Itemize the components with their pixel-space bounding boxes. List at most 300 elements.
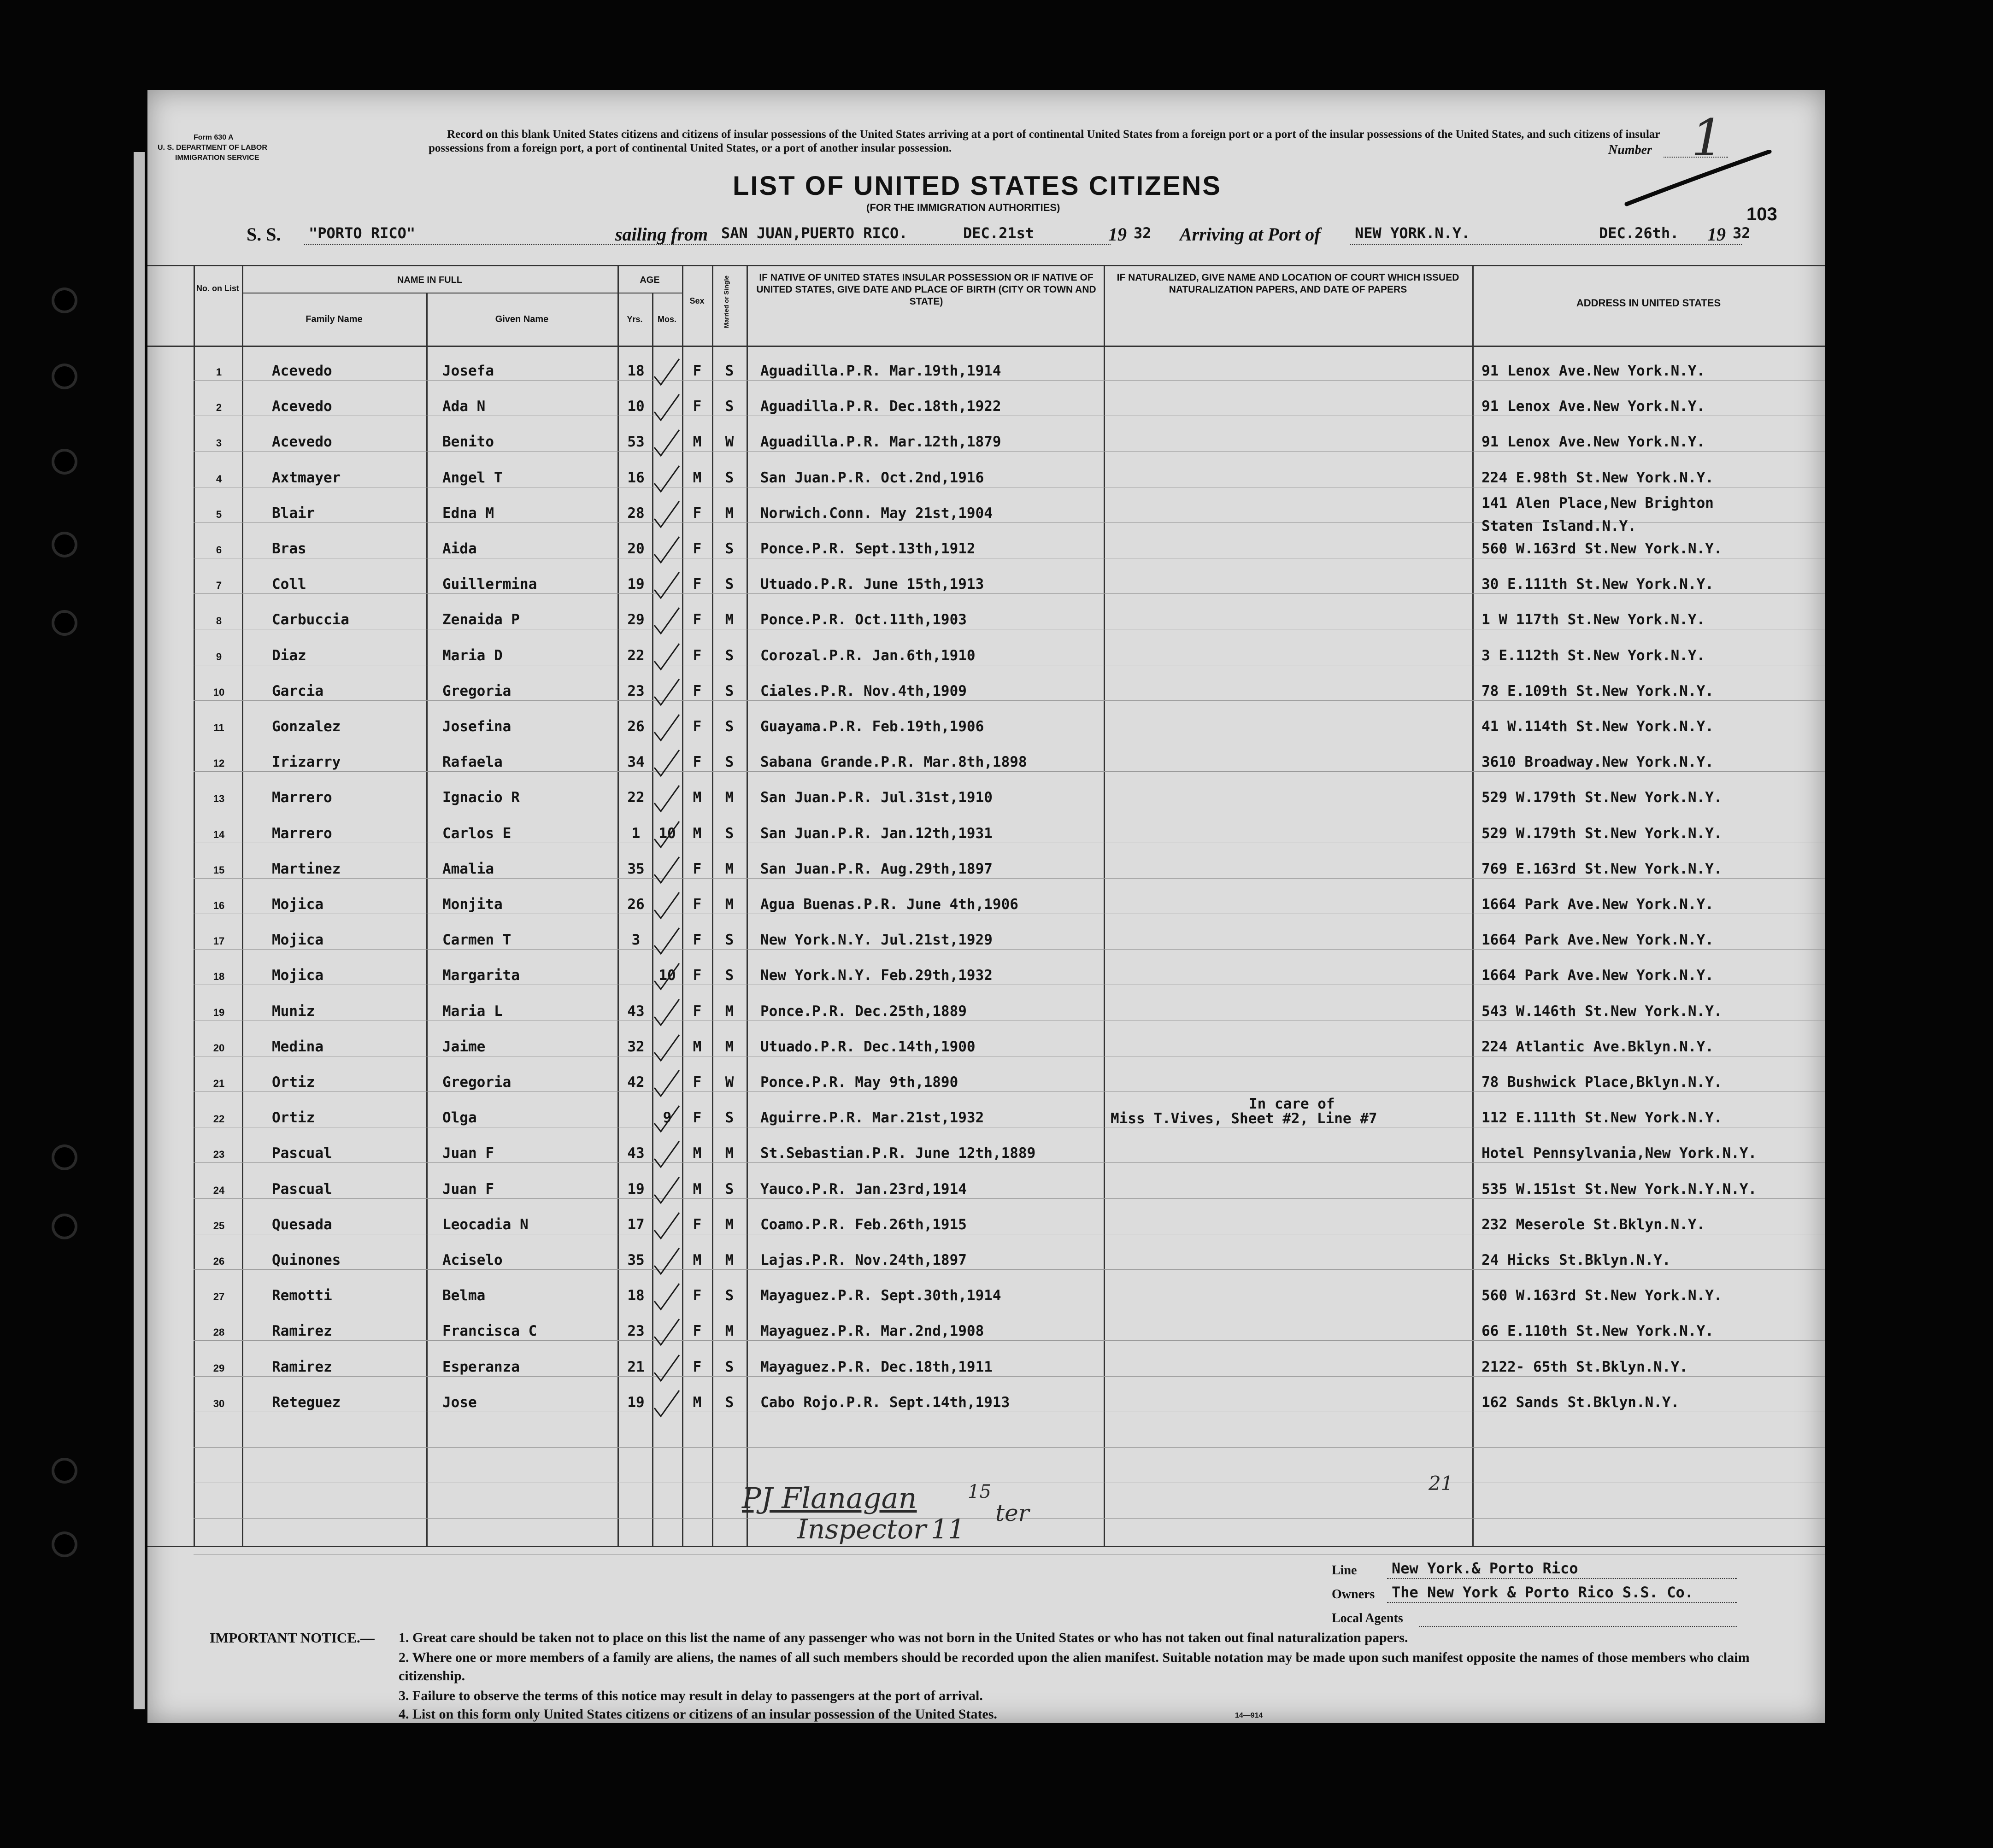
marital-status: S xyxy=(725,932,734,949)
inspector-number: 11 xyxy=(931,1514,965,1545)
sex: F xyxy=(693,932,702,949)
binder-hole xyxy=(54,1147,75,1167)
table-row xyxy=(147,891,1825,923)
given-name: Jose xyxy=(442,1394,477,1411)
family-name: Quesada xyxy=(272,1216,332,1233)
row-number: 12 xyxy=(213,757,225,769)
given-name: Esperanza xyxy=(442,1358,520,1375)
header-name-in-full: NAME IN FULL xyxy=(397,275,463,285)
page-subtitle: (FOR THE IMMIGRATION AUTHORITIES) xyxy=(866,202,1060,213)
sex: F xyxy=(693,576,702,593)
arrive-year-prefix: 19 xyxy=(1707,224,1726,245)
inspector-title: Inspector xyxy=(797,1514,926,1545)
family-name: Mojica xyxy=(272,896,323,913)
marital-status: S xyxy=(725,718,734,735)
address: 30 E.111th St.New York.N.Y. xyxy=(1482,576,1714,593)
marital-status: S xyxy=(725,754,734,771)
birth-place-date: St.Sebastian.P.R. June 12th,1889 xyxy=(760,1145,1036,1162)
marital-status: S xyxy=(725,1180,734,1197)
given-name: Josefina xyxy=(442,718,511,735)
row-number: 1 xyxy=(216,366,222,378)
form-id: Form 630 A xyxy=(194,134,234,141)
age-years: 3 xyxy=(631,932,641,949)
birth-place-date: New York.N.Y. Jul.21st,1929 xyxy=(760,932,993,949)
row-number: 20 xyxy=(213,1042,225,1054)
family-name: Coll xyxy=(272,576,306,593)
age-years: 1 xyxy=(631,825,641,842)
check-mark-icon xyxy=(651,1211,683,1243)
sex: M xyxy=(693,1145,702,1162)
family-name: Marrero xyxy=(272,825,332,842)
address: 3 E.112th St.New York.N.Y. xyxy=(1482,647,1705,664)
table-row xyxy=(147,784,1825,816)
birth-place-date: Agua Buenas.P.R. June 4th,1906 xyxy=(760,896,1018,913)
age-years: 18 xyxy=(627,1287,645,1304)
ss-label: S. S. xyxy=(247,224,281,245)
service: IMMIGRATION SERVICE xyxy=(175,154,259,162)
marital-status: S xyxy=(725,967,734,984)
age-years: 43 xyxy=(627,1145,645,1162)
age-years: 35 xyxy=(627,1252,645,1268)
manifest-page xyxy=(147,90,1825,1723)
sex: M xyxy=(693,1394,702,1411)
row-number: 29 xyxy=(213,1362,225,1374)
family-name: Bras xyxy=(272,540,306,557)
family-name: Mojica xyxy=(272,967,323,984)
inspector-signature: PJ Flanagan xyxy=(742,1481,917,1515)
family-name: Blair xyxy=(272,505,315,522)
row-number: 17 xyxy=(213,935,225,947)
row-number: 3 xyxy=(216,437,222,449)
birth-place-date: Yauco.P.R. Jan.23rd,1914 xyxy=(760,1180,967,1197)
marital-status: S xyxy=(725,469,734,486)
given-name: Francisca C xyxy=(442,1323,537,1340)
birth-place-date: Ponce.P.R. May 9th,1890 xyxy=(760,1074,958,1091)
given-name: Guillermina xyxy=(442,576,537,593)
given-name: Gregoria xyxy=(442,682,511,699)
marital-status: S xyxy=(725,1287,734,1304)
table-row xyxy=(147,962,1825,994)
ship-name: "PORTO RICO" xyxy=(309,224,416,242)
check-mark-icon xyxy=(651,784,683,816)
age-years: 18 xyxy=(627,363,645,379)
given-name: Aciselo xyxy=(442,1252,503,1268)
check-mark-icon xyxy=(651,428,683,460)
address: 91 Lenox Ave.New York.N.Y. xyxy=(1482,398,1705,415)
table-row xyxy=(147,997,1825,1030)
table-row xyxy=(147,428,1825,460)
check-mark-icon xyxy=(651,891,683,923)
page-mark: 21 xyxy=(1429,1472,1453,1495)
table-row xyxy=(147,1096,1825,1136)
row-number: 27 xyxy=(213,1291,225,1303)
sex: F xyxy=(693,1074,702,1091)
sex: F xyxy=(693,1003,702,1020)
row-number: 21 xyxy=(213,1078,225,1089)
family-name: Acevedo xyxy=(272,434,332,451)
age-years: 19 xyxy=(627,1394,645,1411)
check-mark-icon xyxy=(651,1353,683,1385)
given-name: Benito xyxy=(442,434,494,451)
birth-place-date: Norwich.Conn. May 21st,1904 xyxy=(760,505,993,522)
check-mark-icon xyxy=(651,570,683,603)
address: 529 W.179th St.New York.N.Y. xyxy=(1482,789,1723,806)
check-mark-icon xyxy=(651,677,683,710)
given-name: Maria D xyxy=(442,647,503,664)
family-name: Pascual xyxy=(272,1145,332,1162)
family-name: Mojica xyxy=(272,932,323,949)
age-years: 23 xyxy=(627,1323,645,1340)
check-mark-icon xyxy=(651,997,683,1030)
binder-hole xyxy=(54,534,75,555)
sex: F xyxy=(693,967,702,984)
marital-status: M xyxy=(725,505,734,522)
given-name: Carmen T xyxy=(442,932,511,949)
address: 1664 Park Ave.New York.N.Y. xyxy=(1482,932,1714,949)
address: 78 E.109th St.New York.N.Y. xyxy=(1482,682,1714,699)
sex: F xyxy=(693,718,702,735)
birth-place-date: Ciales.P.R. Nov.4th,1909 xyxy=(760,682,967,699)
sex: M xyxy=(693,1252,702,1268)
header-given-name: Given Name xyxy=(495,314,549,324)
check-mark-icon xyxy=(651,1389,683,1421)
table-row xyxy=(147,494,1825,534)
notice-3: 3. Failure to observe the terms of this notice may result in delay to passengers at the port of arrival. xyxy=(399,1688,983,1703)
marital-status: M xyxy=(725,1216,734,1233)
sex: M xyxy=(693,789,702,806)
ruled-line xyxy=(194,1447,1825,1448)
header-yrs: Yrs. xyxy=(627,315,643,324)
sex: F xyxy=(693,1287,702,1304)
table-row xyxy=(147,535,1825,567)
birth-place-date: San Juan.P.R. Jan.12th,1931 xyxy=(760,825,993,842)
sex: F xyxy=(693,1109,702,1126)
age-years: 29 xyxy=(627,611,645,628)
marital-status: M xyxy=(725,860,734,877)
row-number: 13 xyxy=(213,793,225,805)
family-name: Marrero xyxy=(272,789,332,806)
age-years: 28 xyxy=(627,505,645,522)
birth-place-date: Coamo.P.R. Feb.26th,1915 xyxy=(760,1216,967,1233)
check-mark-icon xyxy=(651,1068,683,1101)
address: 66 E.110th St.New York.N.Y. xyxy=(1482,1323,1714,1340)
given-name: Josefa xyxy=(442,363,494,379)
sex: F xyxy=(693,611,702,628)
marital-status: M xyxy=(725,1323,734,1340)
arrive-date: DEC.26th. xyxy=(1599,224,1679,242)
age-years: 19 xyxy=(627,1180,645,1197)
check-mark-icon xyxy=(651,464,683,496)
check-mark-icon xyxy=(651,357,683,389)
row-number: 11 xyxy=(213,722,224,733)
sex: M xyxy=(693,825,702,842)
address: 543 W.146th St.New York.N.Y. xyxy=(1482,1003,1723,1020)
page-title: LIST OF UNITED STATES CITIZENS xyxy=(733,171,1222,201)
marital-status: S xyxy=(725,1358,734,1375)
line-value: New York.& Porto Rico xyxy=(1392,1560,1578,1577)
table-row xyxy=(147,855,1825,887)
table-row xyxy=(147,393,1825,425)
line-label: Line xyxy=(1332,1563,1357,1578)
row-number: 30 xyxy=(213,1397,225,1409)
sex: F xyxy=(693,540,702,557)
age-years: 20 xyxy=(627,540,645,557)
owners-label: Owners xyxy=(1332,1587,1375,1602)
check-mark-icon xyxy=(651,1104,683,1136)
notice-2: 2. Where one or more members of a family are aliens, the names of all such members should be recorded upon the alien manifest. Suitable notation may be made upon such manifest opposite the names of those members who claim citizenship. xyxy=(399,1650,1750,1684)
age-years: 17 xyxy=(627,1216,645,1233)
table-row xyxy=(147,1353,1825,1385)
given-name: Belma xyxy=(442,1287,486,1304)
family-name: Reteguez xyxy=(272,1394,341,1411)
depart-date: DEC.21st xyxy=(963,224,1035,242)
sex: F xyxy=(693,754,702,771)
family-name: Quinones xyxy=(272,1252,341,1268)
table-bottom-border xyxy=(147,1546,1825,1547)
table-row xyxy=(147,1389,1825,1421)
table-row xyxy=(147,926,1825,958)
table-row xyxy=(147,464,1825,496)
sex: F xyxy=(693,860,702,877)
address: 1664 Park Ave.New York.N.Y. xyxy=(1482,967,1714,984)
marital-status: W xyxy=(725,434,734,451)
check-mark-icon xyxy=(651,393,683,425)
table-row xyxy=(147,1282,1825,1314)
given-name: Leocadia N xyxy=(442,1216,529,1233)
address: 24 Hicks St.Bklyn.N.Y. xyxy=(1482,1252,1671,1268)
sex: F xyxy=(693,647,702,664)
sex: F xyxy=(693,1323,702,1340)
check-mark-icon xyxy=(651,748,683,780)
birth-place-date: Ponce.P.R. Dec.25th,1889 xyxy=(760,1003,967,1020)
family-name: Garcia xyxy=(272,682,323,699)
marital-status: M xyxy=(725,1145,734,1162)
binder-hole xyxy=(54,1534,75,1555)
agents-underline xyxy=(1419,1626,1737,1627)
marital-status: M xyxy=(725,1038,734,1055)
row-number: 22 xyxy=(213,1113,225,1125)
table-row xyxy=(147,1068,1825,1101)
birth-place-date: Aguadilla.P.R. Mar.19th,1914 xyxy=(760,363,1001,379)
marital-status: S xyxy=(725,398,734,415)
table-row xyxy=(147,642,1825,674)
marital-status: M xyxy=(725,896,734,913)
family-name: Ramirez xyxy=(272,1323,332,1340)
age-years: 32 xyxy=(627,1038,645,1055)
notice-4: 4. List on this form only United States citizens or citizens of an insular possession of the United States. xyxy=(399,1707,997,1722)
family-name: Ramirez xyxy=(272,1358,332,1375)
age-months: 10 xyxy=(658,825,676,842)
header-marital: Married or Single xyxy=(723,275,730,329)
marital-status: S xyxy=(725,1394,734,1411)
row-number: 23 xyxy=(213,1149,225,1161)
table-top-border xyxy=(147,265,1825,266)
depart-year-prefix: 19 xyxy=(1108,224,1127,245)
birth-place-date: Utuado.P.R. June 15th,1913 xyxy=(760,576,984,593)
birth-place-date: Ponce.P.R. Oct.11th,1903 xyxy=(760,611,967,628)
row-number: 24 xyxy=(213,1184,225,1196)
family-name: Diaz xyxy=(272,647,306,664)
header-birth: IF NATIVE OF UNITED STATES INSULAR POSSESSION OR IF NATIVE OF UNITED STATES, GIVE DATE AND PLACE OF BIRTH (CITY OR TOWN AND STATE) xyxy=(756,272,1096,307)
given-name: Margarita xyxy=(442,967,520,984)
check-mark-icon xyxy=(651,1139,683,1172)
family-name: Carbuccia xyxy=(272,611,349,628)
address: 91 Lenox Ave.New York.N.Y. xyxy=(1482,363,1705,379)
birth-place-date: San Juan.P.R. Aug.29th,1897 xyxy=(760,860,993,877)
age-years: 19 xyxy=(627,576,645,593)
row-number: 10 xyxy=(213,686,225,698)
age-years: 16 xyxy=(627,469,645,486)
table-row xyxy=(147,677,1825,710)
row-number: 26 xyxy=(213,1255,225,1267)
family-name: Gonzalez xyxy=(272,718,341,735)
family-name: Irizarry xyxy=(272,754,341,771)
birth-place-date: San Juan.P.R. Oct.2nd,1916 xyxy=(760,469,984,486)
header-age: AGE xyxy=(640,275,660,285)
family-name: Ortiz xyxy=(272,1109,315,1126)
address: 2122- 65th St.Bklyn.N.Y. xyxy=(1482,1358,1688,1375)
to-port: NEW YORK.N.Y. xyxy=(1355,224,1470,242)
address: 162 Sands St.Bklyn.N.Y. xyxy=(1482,1394,1680,1411)
agents-label: Local Agents xyxy=(1332,1611,1403,1625)
arriving-label: Arriving at Port of xyxy=(1180,224,1321,245)
birth-place-date: Corozal.P.R. Jan.6th,1910 xyxy=(760,647,976,664)
header-mos: Mos. xyxy=(657,315,676,324)
line-underline xyxy=(1387,1578,1737,1579)
row-number: 2 xyxy=(216,402,222,414)
check-mark-icon xyxy=(651,926,683,958)
birth-place-date: Mayaguez.P.R. Sept.30th,1914 xyxy=(760,1287,1001,1304)
sailing-label: sailing from xyxy=(615,224,708,245)
family-name: Axtmayer xyxy=(272,469,341,486)
check-mark-icon xyxy=(651,1033,683,1065)
age-years: 21 xyxy=(627,1358,645,1375)
table-row xyxy=(147,1211,1825,1243)
naturalization-note-2: Miss T.Vives, Sheet #2, Line #7 xyxy=(1111,1110,1377,1127)
family-name: Acevedo xyxy=(272,363,332,379)
marital-status: S xyxy=(725,540,734,557)
birth-place-date: Ponce.P.R. Sept.13th,1912 xyxy=(760,540,976,557)
table-row xyxy=(147,1246,1825,1279)
row-number: 18 xyxy=(213,971,225,983)
table-row xyxy=(147,820,1825,852)
depart-year: 32 xyxy=(1134,224,1152,242)
address: 141 Alen Place,New Brighton xyxy=(1482,494,1714,511)
row-number: 14 xyxy=(213,828,225,840)
birth-place-date: Mayaguez.P.R. Mar.2nd,1908 xyxy=(760,1323,984,1340)
marital-status: W xyxy=(725,1074,734,1091)
birth-place-date: Mayaguez.P.R. Dec.18th,1911 xyxy=(760,1358,993,1375)
marital-status: S xyxy=(725,363,734,379)
birth-place-date: Utuado.P.R. Dec.14th,1900 xyxy=(760,1038,976,1055)
binder-hole xyxy=(54,1216,75,1237)
marital-status: M xyxy=(725,1003,734,1020)
given-name: Juan F xyxy=(442,1180,494,1197)
birth-place-date: Cabo Rojo.P.R. Sept.14th,1913 xyxy=(760,1394,1010,1411)
sex: F xyxy=(693,1216,702,1233)
address: 78 Bushwick Place,Bklyn.N.Y. xyxy=(1482,1074,1723,1091)
address: 535 W.151st St.New York.N.Y.N.Y. xyxy=(1482,1180,1757,1197)
age-years: 53 xyxy=(627,434,645,451)
table-row xyxy=(147,713,1825,745)
check-mark-icon xyxy=(651,855,683,887)
row-number: 28 xyxy=(213,1326,225,1338)
marital-status: M xyxy=(725,611,734,628)
given-name: Edna M xyxy=(442,505,494,522)
check-mark-icon xyxy=(651,642,683,674)
inspector-extra: ter xyxy=(995,1500,1029,1526)
page-edge xyxy=(134,152,145,1709)
marital-status: S xyxy=(725,576,734,593)
age-years: 26 xyxy=(627,896,645,913)
marital-status: S xyxy=(725,825,734,842)
age-months: 9 xyxy=(663,1109,672,1126)
birth-place-date: Aguirre.P.R. Mar.21st,1932 xyxy=(760,1109,984,1126)
naturalization-note: In care of xyxy=(1249,1096,1335,1113)
age-years: 23 xyxy=(627,682,645,699)
table-header-border xyxy=(147,346,1825,347)
address: 560 W.163rd St.New York.N.Y. xyxy=(1482,540,1723,557)
check-mark-icon xyxy=(651,820,683,852)
table-row xyxy=(147,570,1825,603)
row-number: 15 xyxy=(213,864,225,876)
header-sex: Sex xyxy=(689,296,705,305)
to-port-underline xyxy=(1350,244,1742,245)
inspector-sup: 15 xyxy=(968,1481,991,1502)
row-number: 16 xyxy=(213,900,225,911)
sex: M xyxy=(693,469,702,486)
address: 232 Meserole St.Bklyn.N.Y. xyxy=(1482,1216,1705,1233)
given-name: Carlos E xyxy=(442,825,511,842)
birth-place-date: Sabana Grande.P.R. Mar.8th,1898 xyxy=(760,754,1027,771)
owners-value: The New York & Porto Rico S.S. Co. xyxy=(1392,1584,1694,1601)
age-years: 34 xyxy=(627,754,645,771)
sex: F xyxy=(693,398,702,415)
family-name: Medina xyxy=(272,1038,323,1055)
arrive-year: 32 xyxy=(1733,224,1751,242)
given-name: Jaime xyxy=(442,1038,486,1055)
address: 1664 Park Ave.New York.N.Y. xyxy=(1482,896,1714,913)
check-mark-icon xyxy=(651,962,683,994)
check-mark-icon xyxy=(651,1282,683,1314)
table-row xyxy=(147,1033,1825,1065)
number-value: 1 xyxy=(1691,108,1723,167)
birth-place-date: Guayama.P.R. Feb.19th,1906 xyxy=(760,718,984,735)
family-name: Acevedo xyxy=(272,398,332,415)
given-name: Zenaida P xyxy=(442,611,520,628)
birth-place-date: Aguadilla.P.R. Mar.12th,1879 xyxy=(760,434,1001,451)
address-line-2: Staten Island.N.Y. xyxy=(1482,517,1636,534)
given-name: Aida xyxy=(442,540,477,557)
row-number: 6 xyxy=(216,544,222,556)
from-port-underline xyxy=(719,244,1111,245)
age-years: 42 xyxy=(627,1074,645,1091)
birth-place-date: Lajas.P.R. Nov.24th,1897 xyxy=(760,1252,967,1268)
address: 112 E.111th St.New York.N.Y. xyxy=(1482,1109,1723,1126)
from-port: SAN JUAN,PUERTO RICO. xyxy=(721,224,908,242)
birth-place-date: Aguadilla.P.R. Dec.18th,1922 xyxy=(760,398,1001,415)
given-name: Maria L xyxy=(442,1003,503,1020)
address: 224 E.98th St.New York.N.Y. xyxy=(1482,469,1714,486)
check-mark-icon xyxy=(651,606,683,638)
instructions-text: Record on this blank United States citizens and citizens of insular possessions of the United States arriving at a port of continental United States from a foreign port or a port of the insular possessions of the United States, and such citizens of insular possessions from a foreign port, a port of continental United States, or a port of another insular possession. xyxy=(429,128,1660,154)
check-mark-icon xyxy=(651,1246,683,1279)
table-row xyxy=(147,606,1825,638)
pen-stroke xyxy=(1622,150,1774,210)
print-code: 14—914 xyxy=(1235,1712,1263,1719)
address: 560 W.163rd St.New York.N.Y. xyxy=(1482,1287,1723,1304)
age-years: 43 xyxy=(627,1003,645,1020)
